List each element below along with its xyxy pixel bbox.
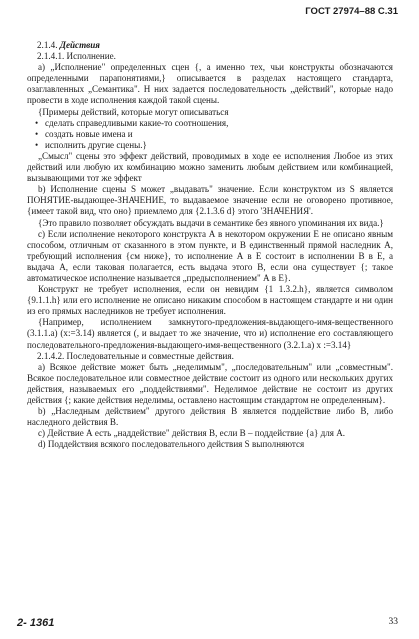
paragraph: Конструкт не требует исполнения, если он невидим {1 1.3.2.h}, является символом {9.1.1.h} или его исполнение не описано никаким способом в настоящем стандарте и ни один из его прямых наследников не требует исполнения. — [27, 284, 393, 317]
document-body — [27, 40, 393, 450]
subsection-heading: 2.1.4.2. Последовательные и совместные действия. — [37, 350, 234, 361]
handwritten-mark: 2- 1361 — [17, 617, 55, 629]
list-item: • исполнить другие сцены.} — [27, 140, 393, 151]
example-list — [27, 118, 393, 151]
paragraph: а) „Исполнение" определенных сцен {, а именно тех, чьи конструкты обозначаются определенными парапонятиями,} описывается в разделах настоящего стандарта, озаглавленных „Семантика". Н них задается последовательность „действий", которые надо провести в ходе исполнения каждой такой сцены. — [27, 62, 393, 106]
section-number: 2.1.4. — [37, 40, 58, 50]
page-header: ГОСТ 27974–88 С.31 — [305, 6, 398, 17]
paragraph: b) Исполнение сцены S может „выдавать" значение. Если конструктом из S является ПОНЯТИЕ-выдающее-ЗНАЧЕНИЕ, то выдаваемое значение если не оговорено противное, {имеет такой вид, что оно} приемлемо для {2.1.3.6 d} этого 'ЗНАЧЕНИЯ'. — [27, 184, 393, 217]
paragraph: {Например, исполнением замкнутого-предложения-выдающего-имя-вещественного (3.1.1.а) (х:=3.14) является (, и выдает то же значение, что и) исполнение его составляющего последовательного-предложения-выдающего-имя-вещественного (3.2.1.а) х :=3.14} — [27, 317, 393, 350]
paragraph: с) Если исполнение некоторого конструкта А в некотором окружении Е не описано явным способом, отличным от сказанного в этом пункте, и В единственный прямой наследник А, требующий исполнения {см ниже}, то исполнение А в Е состоит в исполнении В в Е, а выдача А, если таковая полагается, есть выдача этого В, если она существует {; такое автоматическое исполнение называется „предысполнением" А в Е}. — [27, 228, 393, 283]
paragraph: с) Действие А есть „наддействие" действия В, если В – поддействие {а} для А. — [38, 428, 346, 439]
paragraph: {Это правило позволяет обсуждать выдачи в семантике без явного упоминания их вида.} — [38, 217, 384, 228]
paragraph: „Смысл" сцены это эффект действий, проводимых в ходе ее исполнения Любое из этих действий или любую их комбинацию можно заменить любым действием или комбинацией, вызывающими тот же эффект — [27, 150, 393, 184]
paragraph: d) Поддействия всякого последовательного действия S выполняются — [38, 439, 305, 450]
section-title — [27, 40, 393, 51]
paragraph: b) „Наследным действием" другого действия В является поддействие либо В, либо наследного действия В. — [27, 406, 393, 428]
list-item: • создать новые имена и — [27, 129, 393, 140]
list-item: • сделать справедливыми какие-то соотношения, — [27, 118, 393, 129]
subsection-heading: 2.1.4.1. Исполнение. — [37, 51, 116, 62]
paragraph: {Примеры действий, которые могут описываться — [38, 106, 229, 117]
paragraph: а) Всякое действие может быть „неделимым", „последовательным" или „совместным". Всякое последовательное или совместное действие состоит из одного или нескольких других действия, называемых его „поддействиями". Неделимое действие не состоит из других действия {; какие действия неделимы, оставлено настоящим стандартом не определенным}. — [27, 361, 393, 405]
section-title-text: Действия — [59, 40, 100, 50]
page-number: 33 — [388, 617, 398, 627]
